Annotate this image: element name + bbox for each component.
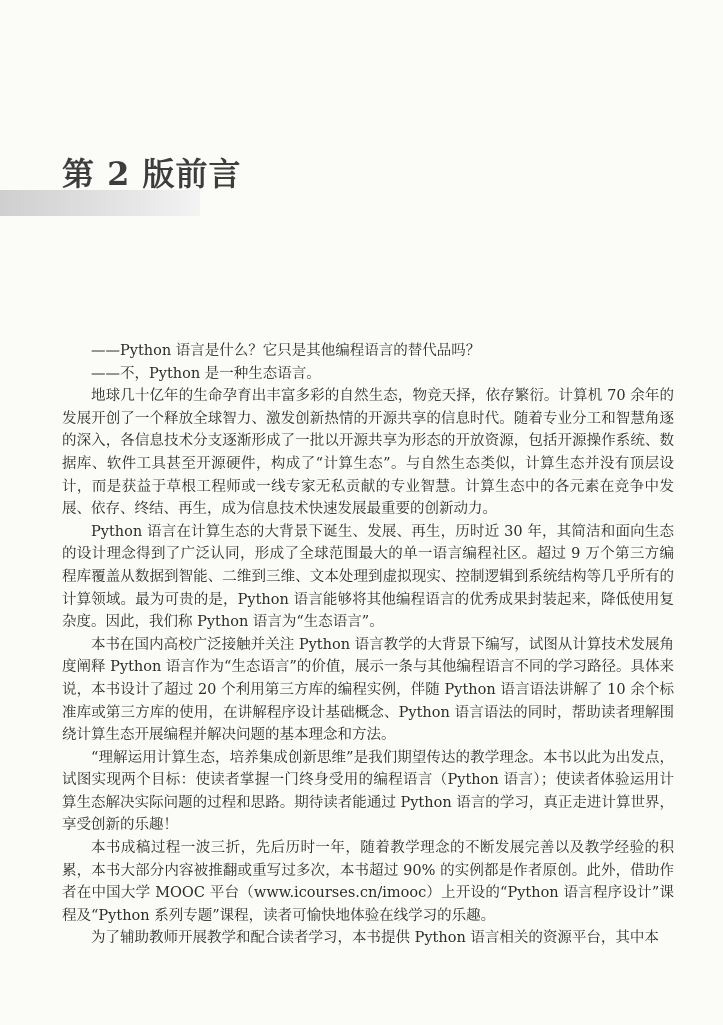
chapter-title: 第 2 版前言 xyxy=(62,155,242,193)
paragraph: ——Python 语言是什么？它只是其他编程语言的替代品吗？ xyxy=(91,343,481,359)
body-text xyxy=(62,340,674,950)
paragraph: Python 语言在计算生态的大背景下诞生、发展、再生，历时近 30 年，其简洁和面向生态的设计理念得到了广泛认同，形成了全球范围最大的单一语言编程社区。超过 9 万个第三方编程库覆盖从数据到智能、二维到三维、文本处理到虚拟现实、控制逻辑到系统结构等几乎所有的计算领域。最为可贵的是，Python 语言能够将其他编程语言的优秀成果封装起来，降低使用复杂度。因此，我们称 Python 语言为“生态语言”。 xyxy=(62,523,674,631)
paragraph: 本书成稿过程一波三折，先后历时一年，随着教学理念的不断发展完善以及教学经验的积累，本书大部分内容被推翻或重写过多次，本书超过 90% 的实例都是作者原创。此外，借助作者在中国大学 MOOC 平台（www.icourses.cn/imooc）上开设的“Python 语言程序设计”课程及“Python 系列专题”课程，读者可愉快地体验在线学习的乐趣。 xyxy=(62,840,674,924)
paragraph: 地球几十亿年的生命孕育出丰富多彩的自然生态，物竞天择，依存繁衍。计算机 70 余年的发展开创了一个释放全球智力、激发创新热情的开源共享的信息时代。随着专业分工和智慧角逐的深入，各信息技术分支逐渐形成了一批以开源共享为形态的开放资源，包括开源操作系统、数据库、软件工具甚至开源硬件，构成了“计算生态”。与自然生态类似，计算生态并没有顶层设计，而是获益于草根工程师或一线专家无私贡献的专业智慧。计算生态中的各元素在竞争中发展、依存、终结、再生，成为信息技术快速发展最重要的创新动力。 xyxy=(62,388,674,518)
paragraph: ——不，Python 是一种生态语言。 xyxy=(91,365,321,382)
paragraph: 本书在国内高校广泛接触并关注 Python 语言教学的大背景下编写，试图从计算技术发展角度阐释 Python 语言作为“生态语言”的价值，展示一条与其他编程语言不同的学习路径。具体来说，本书设计了超过 20 个利用第三方库的编程实例，伴随 Python 语言语法讲解了 10 余个标准库或第三方库的使用，在讲解程序设计基础概念、Python 语言语法的同时，帮助读者理解围绕计算生态开展编程并解决问题的基本理念和方法。 xyxy=(62,636,674,744)
paragraph: “理解运用计算生态，培养集成创新思维”是我们期望传达的教学理念。本书以此为出发点，试图实现两个目标：使读者掌握一门终身受用的编程语言（Python 语言）；使读者体验运用计算生态解决实际问题的过程和思路。期待读者能通过 Python 语言的学习，真正走进计算世界，享受创新的乐趣！ xyxy=(62,749,674,834)
paragraph: 为了辅助教师开展教学和配合读者学习，本书提供 Python 语言相关的资源平台，其中本 xyxy=(91,930,659,947)
